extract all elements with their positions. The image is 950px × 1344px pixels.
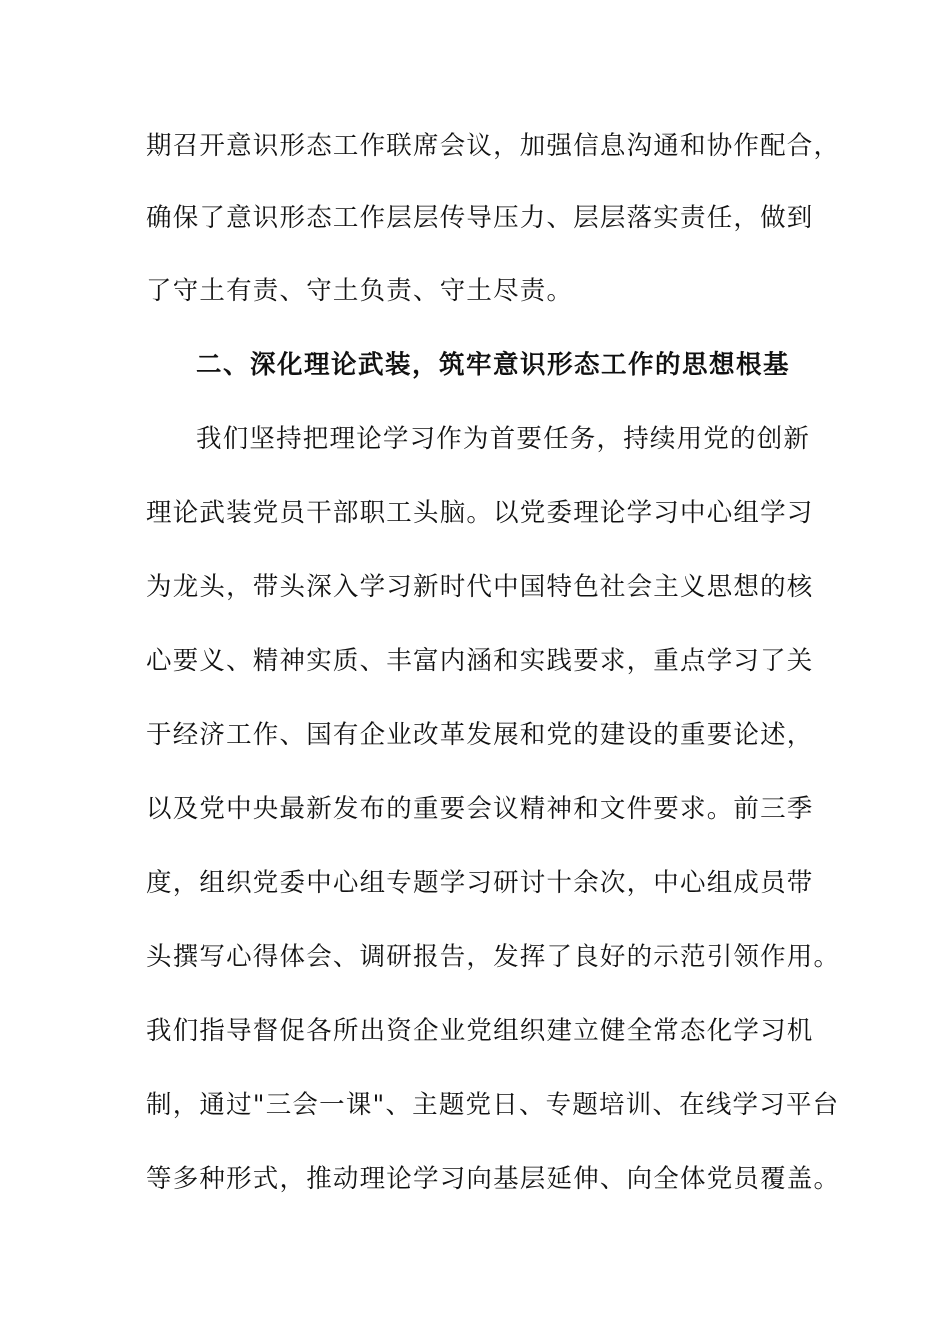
paragraph-line: 头撰写心得体会、调研报告，发挥了良好的示范引领作用。 bbox=[146, 942, 841, 972]
paragraph-line: 确保了意识形态工作层层传导压力、层层落实责任，做到 bbox=[146, 203, 814, 233]
paragraph-line: 等多种形式，推动理论学习向基层延伸、向全体党员覆盖。 bbox=[146, 1164, 841, 1194]
paragraph-line: 了守土有责、守土负责、守土尽责。 bbox=[146, 276, 574, 306]
paragraph-line: 制，通过"三会一课"、主题党日、专题培训、在线学习平台 bbox=[146, 1090, 840, 1120]
paragraph-line: 度，组织党委中心组专题学习研讨十余次，中心组成员带 bbox=[146, 868, 814, 898]
paragraph-line: 理论武装党员干部职工头脑。以党委理论学习中心组学习 bbox=[146, 498, 814, 528]
section-heading: 二、深化理论武装，筑牢意识形态工作的思想根基 bbox=[196, 350, 791, 380]
paragraph-line: 以及党中央最新发布的重要会议精神和文件要求。前三季 bbox=[146, 794, 814, 824]
paragraph-line: 我们坚持把理论学习作为首要任务，持续用党的创新 bbox=[196, 424, 811, 454]
paragraph-line: 期召开意识形态工作联席会议，加强信息沟通和协作配合， bbox=[146, 131, 841, 161]
paragraph-line: 于经济工作、国有企业改革发展和党的建设的重要论述， bbox=[146, 720, 814, 750]
paragraph-line: 心要义、精神实质、丰富内涵和实践要求，重点学习了关 bbox=[146, 646, 814, 676]
paragraph-line: 为龙头，带头深入学习新时代中国特色社会主义思想的核 bbox=[146, 572, 814, 602]
paragraph-line: 我们指导督促各所出资企业党组织建立健全常态化学习机 bbox=[146, 1016, 814, 1046]
